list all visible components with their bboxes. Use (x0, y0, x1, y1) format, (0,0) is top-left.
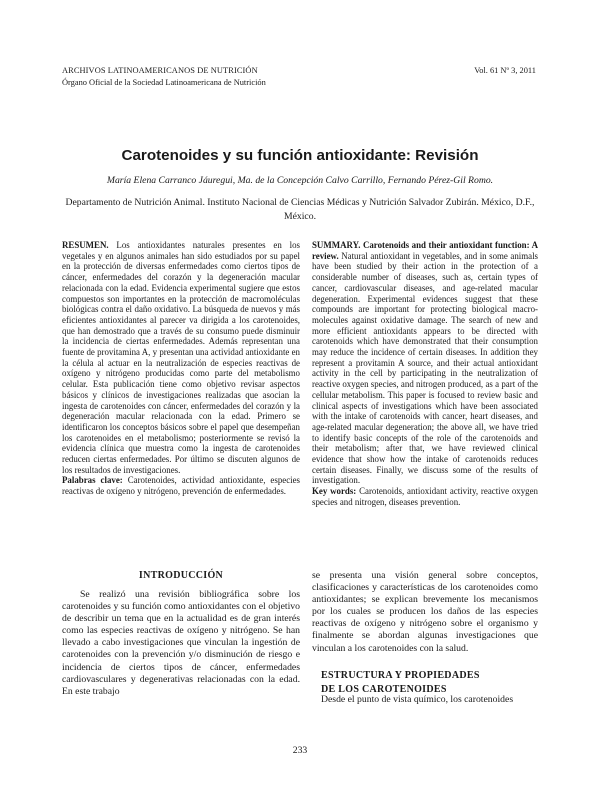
article-affiliation: Departamento de Nutrición Animal. Instituto Nacional de Ciencias Médicas y Nutrición Salvador Zubirán. México, D.F., México. (65, 197, 535, 222)
journal-subtitle: Órgano Oficial de la Sociedad Latinoamericana de Nutrición (62, 78, 266, 87)
section-heading-structure (321, 669, 480, 697)
introduction-heading: INTRODUCCIÓN (138, 570, 224, 581)
resumen-abstract (62, 240, 300, 497)
introduction-paragraph: Se realizó una revisión bibliográfica sobre los carotenoides y su función como antioxidantes con el objetivo de describir un tema que en la actualidad es de gran interés como las especies reactivas de oxígeno y nitrógeno. Se han llevado a cabo investigaciones que vinculan la ingestión de carotenoides con la prevención y/o disminución de riesgo e incidencia de ciertos tipos de cáncer, enfermedades cardiovasculares y degenerativas relacionadas con la edad. En este trabajo (62, 589, 300, 697)
section-heading-line1: ESTRUCTURA Y PROPIEDADES (321, 670, 480, 681)
section-heading-line2: DE LOS CAROTENOIDES (321, 684, 447, 695)
resumen-label: RESUMEN. (62, 240, 109, 250)
key-words-label: Key words: (312, 486, 357, 497)
page-number: 233 (292, 745, 308, 756)
summary-text: Natural antioxidant in vegetables, and in some animals have been studied by their action in the protection of a considerable number of diseases, such as, certain types of cancer, cardiovascular diseases, and age-related macular degeneration. Experimental evidences suggest that these compounds are important for protecting biological macro-molecules against oxidative damage. The search of new and more efficient antioxidants appears to be directed with carotenoids which have demonstrated that their consumption may reduce the incidence of certain diseases. In addition they represent a provitamin A source, and their actual antioxidant activity in the cell by participating in the neutralization of reactive oxygen species, and nitrogen produced, as a part of the cellular metabolism. This paper is focused to review basic and clinical aspects of investigations which have been associated with the intake of carotenoids with cancer, heart diseases, and age-related macular degeneration; the above all, we have tried to identify basic concepts of the role of the carotenoids and their metabolism; after that, we have reviewed clinical evidence that show how the intake of carotenoids reduces certain diseases. Finally, we discuss some of the results of investigation. (312, 250, 538, 486)
resumen-text: Los antioxidantes naturales presentes en los vegetales y en algunos animales han sido estudiados por su papel en la protección de diversas enfermedades como ciertos tipos de cáncer, enfermedades del corazón y la degeneración macular relacionada con la edad. Evidencia experimental sugiere que estos compuestos son importantes en la protección de macromoléculas biológicas contra el daño oxidativo. La búsqueda de nuevos y más eficientes antioxidantes al parecer va dirigida a los carotenoides, que han demostrado que a través de su consumo puede disminuir la incidencia de ciertas enfermedades. Además representan una fuente de provitamina A, y presentan una actividad antioxidante en la célula al actuar en la neutralización de especies reactivas de oxígeno y nitrógeno producidas como parte del metabolismo celular. Esta publicación tiene como objetivo revisar aspectos básicos y clínicos de investigaciones realizadas que asocian la ingesta de carotenoides con cáncer, enfermedades del corazón y la degeneración macular relacionada con la edad. Primero se identificaron los conceptos básicos sobre el papel que desempeñan los carotenoides en el metabolismo; posteriormente se revisó la evidencia clínica que muestra como la ingesta de carotenoides reducen ciertas enfermedades. Por último se discuten algunos de los resultados de investigaciones. (62, 240, 300, 475)
journal-volume: Vol. 61 Nº 3, 2011 (474, 66, 536, 75)
summary-label: SUMMARY. Carotenoids and their antioxidant function: A review. (312, 240, 538, 261)
section-structure-body: Desde el punto de vista químico, los carotenoides (321, 694, 514, 705)
palabras-clave-label: Palabras clave: (62, 475, 123, 486)
summary-abstract (312, 240, 538, 508)
introduction-body (62, 589, 300, 698)
article-authors: María Elena Carranco Jáuregui, Ma. de la Concepción Calvo Carrillo, Fernando Pérez-Gil Romo. (106, 175, 494, 186)
article-title: Carotenoides y su función antioxidante: Revisión (121, 147, 479, 164)
palabras-clave-text: Carotenoides, actividad antioxidante, especies reactivas de oxígeno y nitrógeno, prevención de enfermedades. (62, 475, 300, 497)
key-words-text: Carotenoids, antioxidant activity, reactive oxygen species and nitrogen, diseases prevention. (312, 486, 538, 507)
introduction-body-continued: se presenta una visión general sobre conceptos, clasificaciones y características de los carotenoides como antioxidantes; se explican brevemente los mecanismos por los cuales se producen los daños de las especies reactivas de oxígeno y nitrógeno sobre el organismo y finalmente se abordan algunas investigaciones que vinculan a los carotenoides con la salud. (312, 570, 538, 654)
journal-name: ARCHIVOS LATINOAMERICANOS DE NUTRICIÓN (62, 66, 258, 75)
